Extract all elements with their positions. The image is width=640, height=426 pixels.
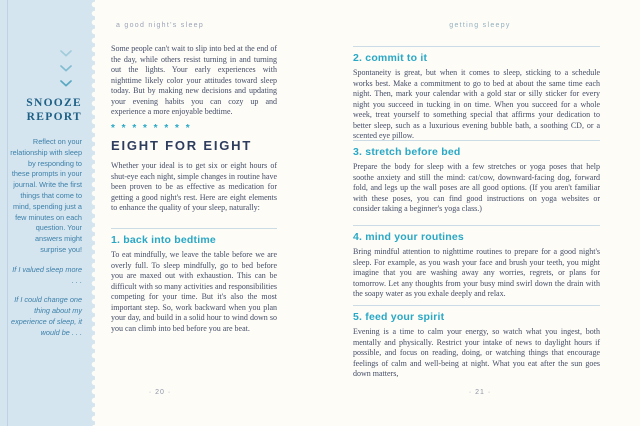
right-page: [320, 0, 640, 426]
section-1-body: To eat mindfully, we leave the table before we are overly full. To sleep mindfully, go to bed before you are maxed out with exhaustion. This can be difficult with so many activities and responsibilities competing for your time. But it's also the most important step. So, work backward when you plan your day, and build in a solid hour to wind down so you can climb into bed before you are beat.: [111, 250, 277, 333]
section-4-heading: 4. mind your routines: [353, 231, 464, 243]
section-divider: [353, 140, 600, 141]
section-4: [353, 225, 600, 300]
section-divider: [353, 225, 600, 226]
section-5-body: Evening is a time to calm your energy, so watch what you ingest, both mentally and physically. Restrict your intake of news to daylight hours if possible, and focus on reading, doing, or watching things that encourage feelings of calm and well-being at night. What you eat after the sun goes down matters,: [353, 327, 600, 378]
right-page-number: · 21 ·: [468, 389, 492, 396]
left-intro-paragraph: Some people can't wait to slip into bed at the end of the day, while others resist turning in and turning out the lights. Your early experiences with nighttime likely color your attitudes toward sleep today. But by making new decisions and updating your evening habits you can cozy up and experience a more enjoyable bedtime.: [111, 44, 277, 116]
sidebar-title-line1: SNOOZE: [26, 97, 82, 109]
section-3-heading: 3. stretch before bed: [353, 146, 461, 158]
left-running-head: a good night's sleep: [115, 22, 205, 29]
sidebar-body-text: Reflect on your relationship with sleep by responding to these prompts in your journal. Write the first things that come to mind, spending just a few minutes on each question. Your answers might surprise you!: [10, 137, 82, 254]
left-page-number: · 20 ·: [148, 389, 172, 396]
section-2-body: Spontaneity is great, but when it comes to sleep, sticking to a schedule works best. Make a commitment to go to bed at about the same time each night. Then, mark your calendar with a gold star or silly sticker for every night you succeed in tucking in on time. When you succeed for a whole week, treat yourself to something special that affirms your dedication to better sleep, such as a luxurious evening bubble bath, a soothing CD, or a scented eye pillow.: [353, 68, 600, 140]
section-divider: [111, 228, 277, 229]
chapter-title: EIGHT FOR EIGHT: [111, 138, 253, 153]
section-1: [111, 228, 277, 334]
right-running-head: getting sleepy: [449, 22, 511, 29]
section-divider: [353, 46, 600, 47]
section-3-body: Prepare the body for sleep with a few stretches or yoga poses that help soothe anxiety and still the mind: cat/cow, downward-facing dog, forward fold, and legs up the wall poses are all good options. (If you aren't familiar with these poses, you can find good instructions on yoga websites or consider taking a beginner's yoga class.): [353, 162, 600, 213]
sidebar-prompt-2: If I could change one thing about my experience of sleep, it would be . . .: [11, 295, 82, 337]
asterisk-ornament: * * * * * * * *: [111, 123, 191, 134]
sidebar-title-line2: REPORT: [26, 110, 82, 123]
sidebar-prompt-1: If I valued sleep more . . .: [12, 264, 82, 285]
section-3: [353, 140, 600, 215]
section-2-heading: 2. commit to it: [353, 52, 428, 64]
section-5-heading: 5. feed your spirit: [353, 311, 445, 323]
chapter-intro-paragraph: Whether your ideal is to get six or eight hours of shut-eye each night, simple changes in routine have been proven to be as effective as medication for getting a good night's rest. Here are eight elements to enhance the quality of your sleep, naturally:: [111, 161, 277, 212]
section-divider: [353, 305, 600, 306]
section-4-body: Bring mindful attention to nighttime routines to prepare for a good night's sleep. For example, as you wash your face and brush your teeth, you might imagine that you are washing away any worries, regrets, or plans for tomorrow. Let any thoughts from your busy mind swirl down the drain with the soapy water as you exhale deeply and relax.: [353, 247, 600, 298]
section-1-heading: 1. back into bedtime: [111, 234, 216, 246]
section-5: [353, 305, 600, 380]
section-2: [353, 46, 600, 142]
